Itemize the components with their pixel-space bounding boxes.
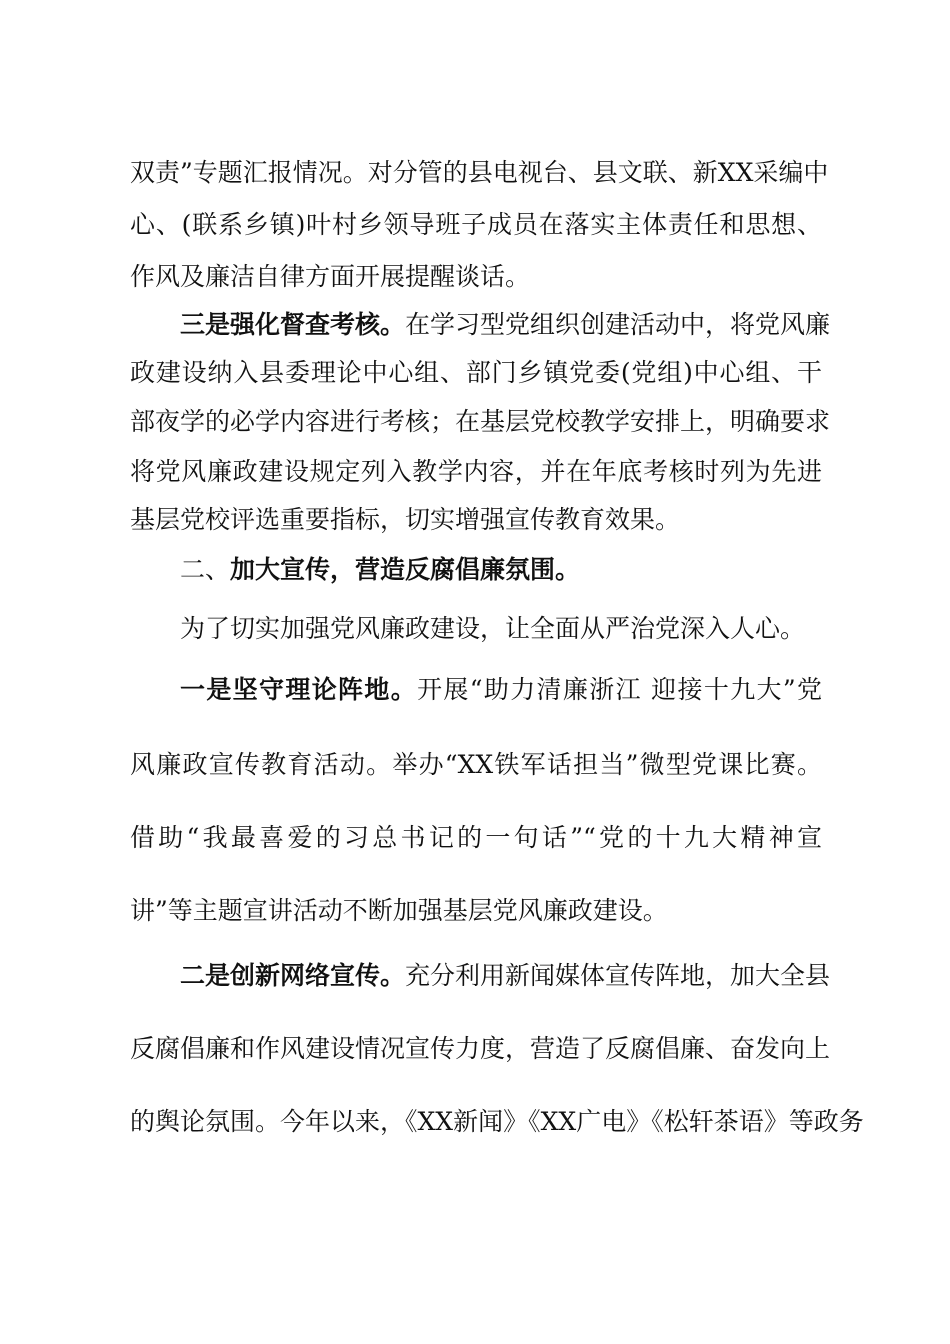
para5-lead: 二是创新网络宣传。 xyxy=(180,961,406,990)
para2-lead: 三是强化督查考核。 xyxy=(180,310,406,339)
para4-line-1 xyxy=(180,673,822,707)
para3-line-1: 为了切实加强党风廉政建设，让全面从严治党深入人心。 xyxy=(180,614,806,643)
para2-line-1-rest: 在学习型党组织创建活动中，将党风廉 xyxy=(405,310,831,339)
para5-line-1-rest: 充分利用新闻媒体宣传阵地，加大全县 xyxy=(405,961,831,990)
para2-line-1 xyxy=(180,308,831,342)
para5-line-2: 反腐倡廉和作风建设情况宣传力度，营造了反腐倡廉、奋发向上 xyxy=(130,1034,831,1063)
section-heading-title: 加大宣传，营造反腐倡廉氛围。 xyxy=(230,555,581,584)
para4-line-1-rest: 开展“助力清廉浙江 迎接十九大”党 xyxy=(417,675,822,704)
para2-line-3: 部夜学的必学内容进行考核；在基层党校教学安排上，明确要求 xyxy=(130,407,831,436)
para2-line-2: 政建设纳入县委理论中心组、部门乡镇党委(党组)中心组、干 xyxy=(130,358,822,387)
para4-line-3: 借助“我最喜爱的习总书记的一句话”“党的十九大精神宣 xyxy=(130,823,822,852)
section-heading-prefix: 二、 xyxy=(180,555,231,584)
para4-line-4: 讲”等主题宣讲活动不断加强基层党风廉政建设。 xyxy=(130,896,668,925)
para4-lead: 一是坚守理论阵地。 xyxy=(180,675,418,704)
para1-line-1: 双责”专题汇报情况。对分管的县电视台、县文联、新XX采编中 xyxy=(130,158,829,187)
para1-line-3: 作风及廉洁自律方面开展提醒谈话。 xyxy=(130,262,531,291)
para2-line-5: 基层党校评选重要指标，切实增强宣传教育效果。 xyxy=(130,505,681,534)
para4-line-2: 风廉政宣传教育活动。举办“XX铁军话担当”微型党课比赛。 xyxy=(130,750,822,779)
section-heading xyxy=(180,553,822,587)
para2-line-4: 将党风廉政建设规定列入教学内容，并在年底考核时列为先进 xyxy=(130,457,822,486)
para1-line-2: 心、(联系乡镇)叶村乡领导班子成员在落实主体责任和思想、 xyxy=(130,210,822,239)
para5-line-3: 的舆论氛围。今年以来，《XX新闻》《XX广电》《松轩茶语》等政务 xyxy=(130,1107,864,1136)
para5-line-1 xyxy=(180,959,831,993)
